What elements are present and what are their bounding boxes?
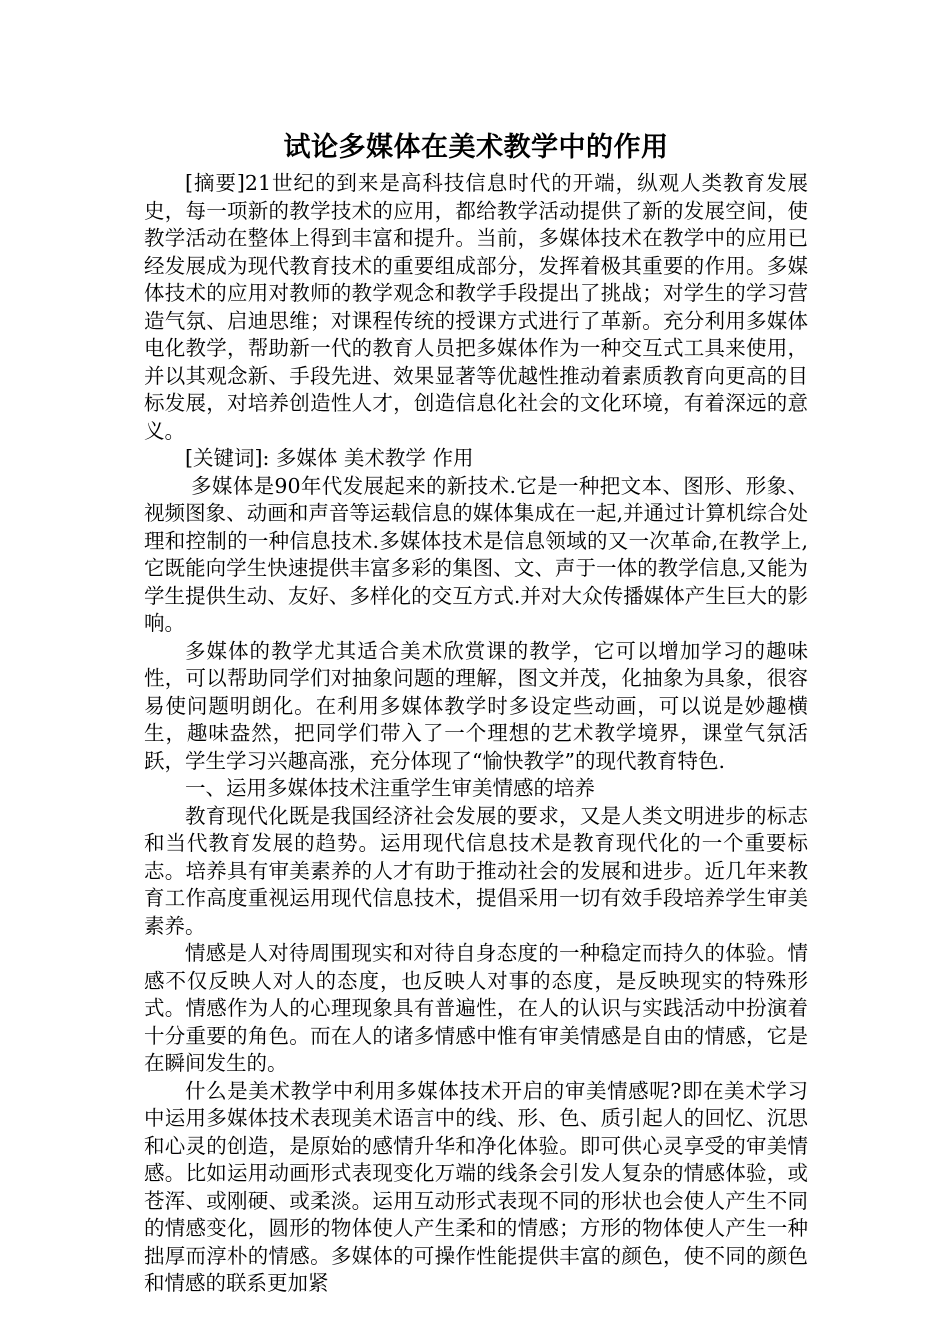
body-paragraph: 教育现代化既是我国经济社会发展的要求，又是人类文明进步的标志和当代教育发展的趋势。运用现代信息技术是教育现代化的一个重要标志。培养具有审美素养的人才有助于推动社会的发展和进步。近几年来教育工作高度重视运用现代信息技术，提倡采用一切有效手段培养学生审美素养。 — [144, 803, 808, 938]
section-heading: 一、运用多媒体技术注重学生审美情感的培养 — [185, 776, 595, 800]
body-paragraph: 什么是美术教学中利用多媒体技术开启的审美情感呢?即在美术学习中运用多媒体技术表现美术语言中的线、形、色、质引起人的回忆、沉思和心灵的创造，是原始的感情升华和净化体验。即可供心灵享受的审美情感。比如运用动画形式表现变化万端的线条会引发人复杂的情感体验，或苍浑、或刚硬、或柔淡。运用互动形式表现不同的形状也会使人产生不同的情感变化，圆形的物体使人产生柔和的情感；方形的物体使人产生一种拙厚而淳朴的情感。多媒体的可操作性能提供丰富的颜色，使不同的颜色和情感的联系更加紧 — [144, 1078, 808, 1295]
body-paragraph: 多媒体的教学尤其适合美术欣赏课的教学，它可以增加学习的趣味性，可以帮助同学们对抽象问题的理解，图文并茂，化抽象为具象，很容易使问题明朗化。在利用多媒体教学时多设定些动画，可以说是妙趣横生，趣味盎然，把同学们带入了一个理想的艺术教学境界，课堂气氛活跃，学生学习兴趣高涨，充分体现了“愉快教学”的现代教育特色. — [144, 638, 808, 773]
document-title: 试论多媒体在美术教学中的作用 — [283, 132, 669, 163]
body-paragraph: 多媒体是90年代发展起来的新技术.它是一种把文本、图形、形象、视频图象、动画和声音等运载信息的媒体集成在一起,并通过计算机综合处理和控制的一种信息技术.多媒体技术是信息领域的又一次革命,在教学上,它既能向学生快速提供丰富多彩的集图、文、声于一体的教学信息,又能为学生提供生动、友好、多样化的交互方式.并对大众传播媒体产生巨大的影响。 — [144, 473, 808, 635]
document-page — [144, 128, 808, 1298]
keywords-line: [关键词]: 多媒体 美术教学 作用 — [185, 446, 474, 470]
abstract-paragraph: [摘要]21世纪的到来是高科技信息时代的开端，纵观人类教育发展史，每一项新的教学技术的应用，都给教学活动提供了新的发展空间，使教学活动在整体上得到丰富和提升。当前，多媒体技术在教学中的应用已经发展成为现代教育技术的重要组成部分，发挥着极其重要的作用。多媒体技术的应用对教师的教学观念和教学手段提出了挑战；对学生的学习营造气氛、启迪思维；对课程传统的授课方式进行了革新。充分利用多媒体电化教学，帮助新一代的教育人员把多媒体作为一种交互式工具来使用，并以其观念新、手段先进、效果显著等优越性推动着素质教育向更高的目标发展，对培养创造性人才，创造信息化社会的文化环境，有着深远的意义。 — [144, 171, 808, 443]
body-paragraph: 情感是人对待周围现实和对待自身态度的一种稳定而持久的体验。情感不仅反映人对人的态度，也反映人对事的态度，是反映现实的特殊形式。情感作为人的心理现象具有普遍性，在人的认识与实践活动中扮演着十分重要的角色。而在人的诸多情感中惟有审美情感是自由的情感，它是在瞬间发生的。 — [144, 941, 808, 1075]
